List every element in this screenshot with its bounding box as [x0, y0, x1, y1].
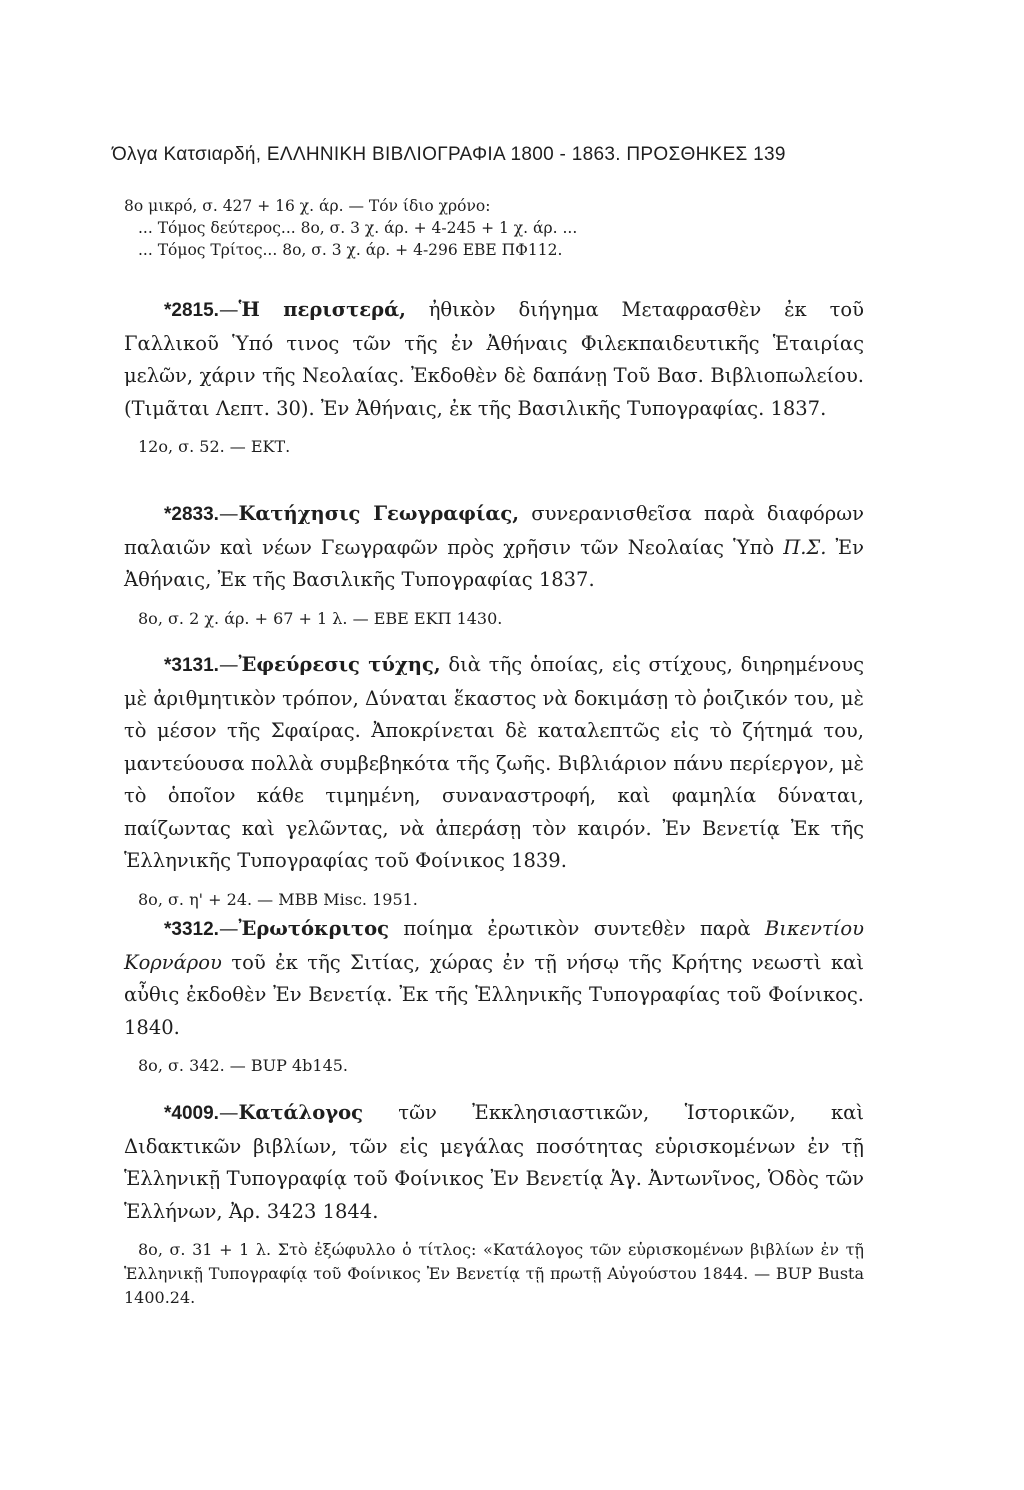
entry-text — [124, 294, 864, 425]
entry-title: Ἡ περιστερά, — [238, 298, 406, 321]
entry-detail: 8ο, σ. η' + 24. — ΜΒΒ Misc. 1951. — [138, 889, 418, 909]
entry-body: ποίημα ἐρωτικὸν συντεθὲν παρὰ — [389, 917, 765, 940]
entry-number: *3131. — [164, 655, 219, 676]
entry-number: *2833. — [164, 504, 219, 525]
running-header: Όλγα Κατσιαρδή, ΕΛΛΗΝΙΚΗ ΒΙΒΛΙΟΓΡΑΦΙΑ 1800 - 1863. ΠΡΟΣΘΗΚΕΣ 139 — [112, 144, 786, 165]
entry-body: διὰ τῆς ὁποίας, εἰς στίχους, διηρημένους μὲ ἀριθμητικὸν τρόπον, Δύναται ἕκαστος νὰ δοκιμάσῃ τὸ ῥοιζικόν του, μὲ τὸ μέσον τῆς Σφαίρας. Ἀποκρίνεται δὲ καταλεπτῶς εἰς τὸ ζήτημά του, μαντεύουσα πολλὰ συμβεβηκότα τῆς ζωῆς. Βιβλιάριον πάνυ περίεργον, μὲ τὸ ὁποῖον κάθε τιμημένη, συναναστροφή, καὶ φαμηλία δύναται, παίζωντας καὶ γελῶντας, νὰ ἀπεράσῃ τὸν καιρόν. Ἐν Βενετίᾳ Ἐκ τῆς Ἑλληνικῆς Τυπογραφίας τοῦ Φοίνικος 1839. — [124, 653, 864, 872]
continuation-line: ... Τόμος δεύτερος... 8ο, σ. 3 χ. άρ. + 4-245 + 1 χ. άρ. ... — [138, 219, 578, 237]
entry-dash: — — [218, 917, 239, 940]
entry-detail: 8ο, σ. 2 χ. άρ. + 67 + 1 λ. — ΕΒΕ ΕΚΠ 1430. — [138, 608, 503, 628]
entry-dash: — — [218, 1101, 239, 1124]
entry-text — [124, 1097, 864, 1228]
entry-text — [124, 913, 864, 1044]
entry-title: Ἐρωτόκριτος — [238, 917, 390, 940]
entry-dash: — — [218, 653, 239, 676]
entry-dash: — — [218, 502, 239, 525]
entry-detail: 8ο, σ. 342. — BUP 4b145. — [138, 1056, 349, 1075]
entry-author: Βικεντίου Κορνάρου — [124, 917, 864, 974]
entry-number: *2815. — [164, 300, 219, 321]
entry-dash: — — [218, 298, 239, 321]
entry-body: συνερανισθεῖσα παρὰ διαφόρων παλαιῶν καὶ νέων Γεωγραφῶν πρὸς χρῆσιν τῶν Νεολαίας Ὑπὸ — [124, 502, 864, 559]
entry-title: Κατάλογος — [238, 1101, 363, 1124]
entry-3312 — [124, 913, 864, 1078]
entry-body-cont: τοῦ ἐκ τῆς Σιτίας, χώρας ἐν τῇ νήσῳ τῆς Κρήτης νεωστὶ καὶ αὖθις ἐκδοθὲν Ἐν Βενετίᾳ. Ἐκ τῆς Ἑλληνικῆς Τυπογραφίας τοῦ Φοίνικος. 1840. — [124, 950, 864, 1039]
entry-text — [124, 498, 864, 597]
entry-number: *3312. — [164, 919, 219, 940]
continuation-block — [124, 195, 864, 261]
entry-2815 — [124, 294, 864, 459]
entry-text — [124, 649, 864, 878]
entry-body: τῶν Ἐκκλησιαστικῶν, Ἱστορικῶν, καὶ Διδακτικῶν βιβλίων, τῶν εἰς μεγάλας ποσότητας εὑρισκομένων ἐν τῇ Ἑλληνικῇ Τυπογραφίᾳ τοῦ Φοίνικος Ἐν Βενετίᾳ Ἁγ. Ἀντωνῖνος, Ὁδὸς τῶν Ἑλλήνων, Ἀρ. 3423 1844. — [124, 1101, 864, 1223]
entry-4009 — [124, 1097, 864, 1310]
continuation-line: 8ο μικρό, σ. 427 + 16 χ. άρ. — Τόν ίδιο χρόνο: — [124, 197, 491, 215]
entry-body-cont: Ἐν Ἀθήναις, Ἐκ τῆς Βασιλικῆς Τυπογραφίας 1837. — [124, 535, 864, 591]
entry-detail: 12ο, σ. 52. — ΕΚΤ. — [138, 437, 291, 456]
entry-author: Π.Σ. — [783, 535, 827, 559]
entry-title: Ἐφεύρεσις τύχης, — [238, 653, 441, 676]
continuation-line: ... Τόμος Τρίτος... 8ο, σ. 3 χ. άρ. + 4-296 ΕΒΕ ΠΦ112. — [138, 241, 563, 259]
entry-body: ἠθικὸν διήγημα Μεταφρασθὲν ἐκ τοῦ Γαλλικοῦ Ὑπό τινος τῶν τῆς ἐν Ἀθήναις Φιλεκπαιδευτικῆς Ἑταιρίας μελῶν, χάριν τῆς Νεολαίας. Ἐκδοθὲν δὲ δαπάνῃ Τοῦ Βασ. Βιβλιοπωλείου. (Τιμᾶται Λεπτ. 30). Ἐν Ἀθήναις, ἐκ τῆς Βασιλικῆς Τυπογραφίας. 1837. — [124, 298, 864, 420]
entry-number: *4009. — [164, 1103, 219, 1124]
entry-title: Κατήχησις Γεωγραφίας, — [238, 502, 520, 525]
entry-detail: 8ο, σ. 31 + 1 λ. Στὸ ἐξώφυλλο ὁ τίτλος: «Κατάλογος τῶν εὑρισκομένων βιβλίων ἐν τῇ Ἑλληνικῇ Τυπογραφίᾳ τοῦ Φοίνικος Ἐν Βενετίᾳ τῇ πρωτῇ Αὐγούστου 1844. — BUP Busta 1400.24. — [124, 1240, 864, 1307]
entry-2833 — [124, 498, 864, 631]
entry-3131 — [124, 649, 864, 912]
